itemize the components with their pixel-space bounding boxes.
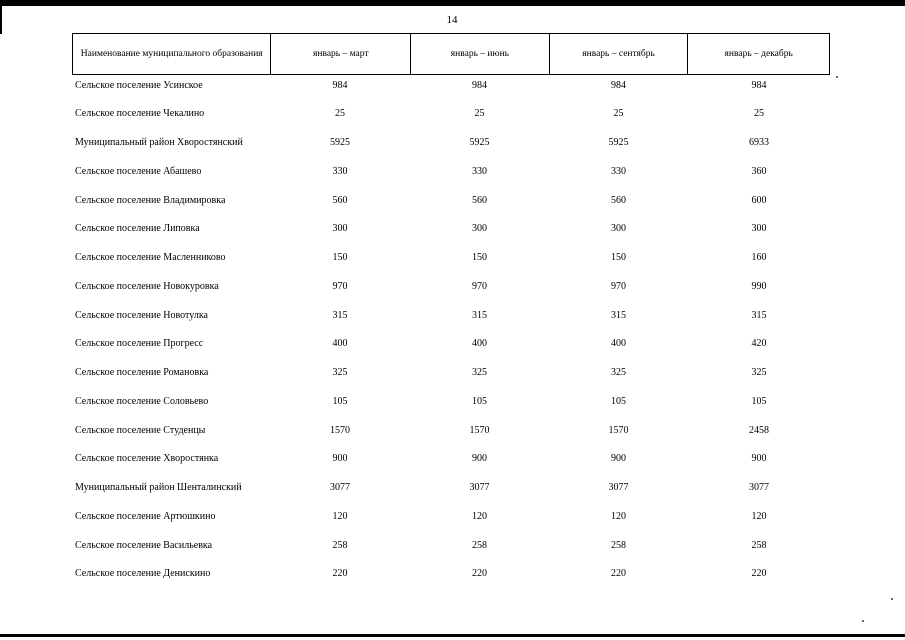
- value-cell: 25: [613, 108, 624, 120]
- value-cell: 25: [474, 108, 485, 120]
- municipality-name: Сельское поселение Усинское: [75, 79, 203, 91]
- table-row: [72, 423, 830, 437]
- value-cell: 120: [611, 510, 626, 522]
- value-cell: 400: [611, 338, 626, 350]
- value-cell: 258: [472, 539, 487, 551]
- municipality-name: Сельское поселение Масленниково: [75, 252, 226, 263]
- value-cell: 970: [332, 280, 348, 292]
- page-number: 14: [446, 14, 458, 26]
- value-cell: 330: [611, 165, 626, 177]
- value-cell: 984: [472, 79, 487, 91]
- value-cell: 105: [611, 395, 626, 407]
- value-cell: 325: [611, 367, 626, 378]
- table-row: [72, 251, 830, 265]
- value-cell: 315: [332, 309, 348, 321]
- table-row: [72, 452, 830, 466]
- value-cell: 258: [332, 539, 348, 551]
- value-cell: 984: [751, 79, 767, 91]
- value-cell: 25: [335, 108, 345, 120]
- header-jan-jun: январь – июнь: [410, 34, 549, 74]
- scan-speck: [862, 620, 864, 622]
- table-row: [72, 337, 830, 351]
- value-cell: 5925: [330, 137, 350, 148]
- value-cell: 900: [751, 453, 767, 465]
- value-cell: 120: [472, 510, 487, 522]
- value-cell: 220: [751, 568, 767, 580]
- municipality-name: Сельское поселение Новокуровка: [75, 280, 219, 292]
- value-cell: 560: [332, 194, 348, 206]
- value-cell: 160: [751, 252, 767, 263]
- value-cell: 105: [472, 395, 487, 407]
- value-cell: 3077: [608, 482, 629, 493]
- value-cell: 150: [332, 252, 348, 263]
- value-cell: 315: [472, 309, 487, 321]
- table-row: [72, 107, 830, 121]
- table-row: [72, 78, 830, 92]
- value-cell: 105: [751, 395, 767, 407]
- value-cell: 325: [472, 367, 487, 378]
- municipality-name: Сельское поселение Чекалино: [75, 108, 205, 120]
- value-cell: 360: [751, 165, 767, 177]
- value-cell: 900: [332, 453, 348, 465]
- value-cell: 400: [472, 338, 487, 350]
- table-row: [72, 567, 830, 581]
- table-row: [72, 394, 830, 408]
- value-cell: 258: [611, 539, 626, 551]
- municipality-name: Сельское поселение Денискино: [75, 568, 211, 580]
- value-cell: 220: [332, 568, 348, 580]
- bottom-border: [0, 634, 905, 637]
- municipality-name: Муниципальный район Шенталинский: [75, 482, 242, 493]
- municipality-name: Сельское поселение Абашево: [75, 165, 202, 177]
- value-cell: 25: [754, 108, 764, 120]
- municipality-name: Муниципальный район Хворостянский: [75, 137, 243, 148]
- value-cell: 2458: [749, 424, 769, 436]
- value-cell: 300: [611, 223, 626, 235]
- value-cell: 220: [472, 568, 487, 580]
- municipality-name: Сельское поселение Прогресс: [75, 338, 204, 350]
- value-cell: 900: [472, 453, 487, 465]
- scan-speck: [836, 76, 838, 78]
- value-cell: 325: [751, 367, 767, 378]
- municipality-name: Сельское поселение Владимировка: [75, 194, 226, 206]
- municipality-name: Сельское поселение Студенцы: [75, 424, 206, 436]
- table-row: [72, 222, 830, 236]
- value-cell: 5925: [469, 137, 490, 148]
- value-cell: 315: [611, 309, 626, 321]
- left-border: [0, 0, 2, 34]
- value-cell: 3077: [469, 482, 490, 493]
- header-municipality: Наименование муниципального образования: [80, 49, 263, 59]
- value-cell: 325: [332, 367, 348, 378]
- value-cell: 984: [332, 79, 348, 91]
- value-cell: 6933: [749, 137, 769, 148]
- value-cell: 300: [472, 223, 487, 235]
- table-row: [72, 481, 830, 495]
- municipality-name: Сельское поселение Липовка: [75, 223, 200, 235]
- value-cell: 970: [611, 280, 626, 292]
- value-cell: 990: [751, 280, 767, 292]
- header-jan-mar: январь – март: [270, 34, 410, 74]
- value-cell: 220: [611, 568, 626, 580]
- value-cell: 1570: [469, 424, 490, 436]
- value-cell: 150: [472, 252, 487, 263]
- table-row: [72, 164, 830, 178]
- table-row: [72, 136, 830, 150]
- value-cell: 120: [751, 510, 767, 522]
- value-cell: 970: [472, 280, 487, 292]
- municipality-name: Сельское поселение Артюшкино: [75, 510, 216, 522]
- value-cell: 3077: [749, 482, 769, 493]
- value-cell: 330: [472, 165, 487, 177]
- value-cell: 5925: [608, 137, 629, 148]
- table-row: [72, 308, 830, 322]
- value-cell: 105: [332, 395, 348, 407]
- value-cell: 300: [332, 223, 348, 235]
- value-cell: 258: [751, 539, 767, 551]
- value-cell: 420: [751, 338, 767, 350]
- table-header: [72, 33, 830, 75]
- municipality-name: Сельское поселение Романовка: [75, 367, 209, 378]
- value-cell: 300: [751, 223, 767, 235]
- municipality-name: Сельское поселение Хворостянка: [75, 453, 219, 465]
- header-jan-sep: январь – сентябрь: [549, 34, 688, 74]
- table-row: [72, 538, 830, 552]
- value-cell: 984: [611, 79, 626, 91]
- value-cell: 560: [472, 194, 487, 206]
- table-row: [72, 279, 830, 293]
- municipality-name: Сельское поселение Васильевка: [75, 539, 213, 551]
- top-border: [0, 0, 905, 6]
- value-cell: 1570: [330, 424, 350, 436]
- value-cell: 560: [611, 194, 626, 206]
- scan-speck: [891, 598, 893, 600]
- value-cell: 315: [751, 309, 767, 321]
- table-row: [72, 193, 830, 207]
- value-cell: 900: [611, 453, 626, 465]
- table-row: [72, 366, 830, 380]
- municipality-name: Сельское поселение Соловьево: [75, 395, 209, 407]
- municipality-name: Сельское поселение Новотулка: [75, 309, 208, 321]
- table-row: [72, 509, 830, 523]
- value-cell: 150: [611, 252, 626, 263]
- value-cell: 600: [751, 194, 767, 206]
- value-cell: 400: [332, 338, 348, 350]
- header-jan-dec: январь – декабрь: [687, 34, 829, 74]
- value-cell: 1570: [608, 424, 629, 436]
- value-cell: 120: [332, 510, 348, 522]
- value-cell: 3077: [330, 482, 350, 493]
- value-cell: 330: [332, 165, 348, 177]
